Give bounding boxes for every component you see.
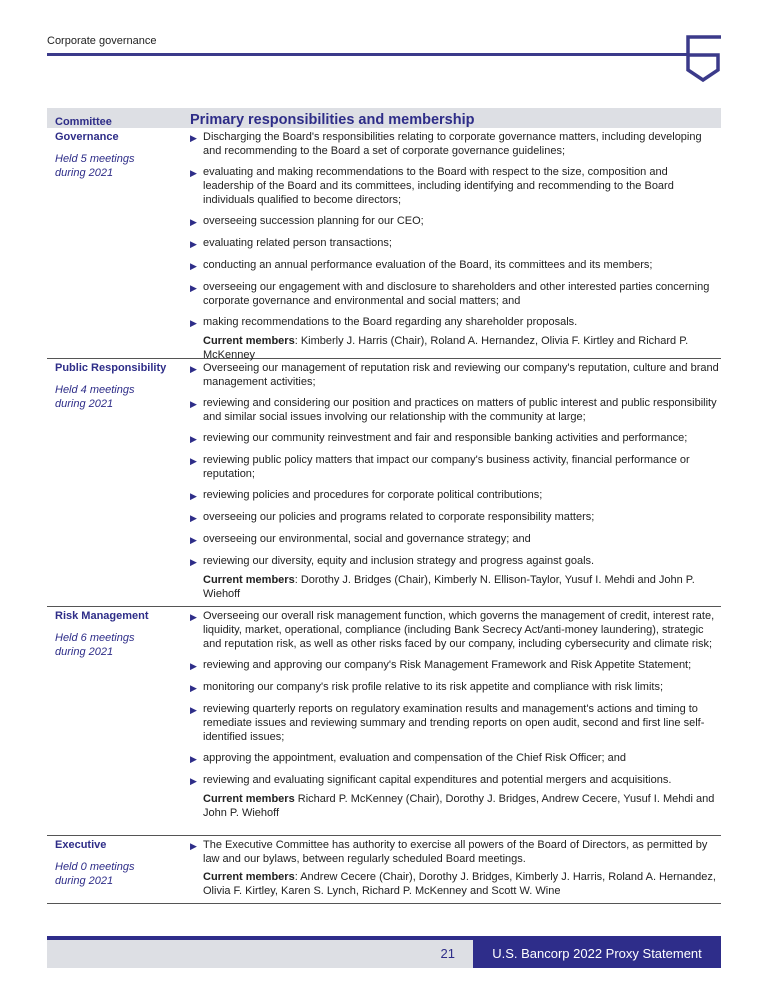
responsibilities-cell <box>190 130 721 361</box>
arrow-bullet-icon: ▶ <box>190 705 197 715</box>
committee-name: Governance <box>55 131 119 143</box>
committee-row <box>47 359 721 607</box>
arrow-bullet-icon: ▶ <box>190 434 197 444</box>
responsibility-text: Overseeing our management of reputation risk and reviewing our company's reputation, culture and brand management activities; <box>203 362 719 388</box>
arrow-bullet-icon: ▶ <box>190 318 197 328</box>
arrow-bullet-icon: ▶ <box>190 491 197 501</box>
responsibility-item <box>190 280 721 308</box>
responsibility-text: reviewing policies and procedures for corporate political contributions; <box>203 489 543 501</box>
current-members <box>190 792 721 820</box>
arrow-bullet-icon: ▶ <box>190 776 197 786</box>
arrow-bullet-icon: ▶ <box>190 841 197 851</box>
arrow-bullet-icon: ▶ <box>190 168 197 178</box>
committee-table <box>47 108 721 904</box>
arrow-bullet-icon: ▶ <box>190 612 197 622</box>
responsibility-item <box>190 165 721 207</box>
meetings-held: Held 6 meetings during 2021 <box>55 632 135 658</box>
responsibility-text: Discharging the Board's responsibilities relating to corporate governance matters, including developing and recommending to the Board a set of corporate governance guidelines; <box>203 131 702 157</box>
current-members <box>190 870 721 898</box>
responsibility-item <box>190 658 721 673</box>
meetings-held: Held 0 meetings during 2021 <box>55 861 135 887</box>
responsibility-text: The Executive Committee has authority to exercise all powers of the Board of Directors, as permitted by law and our bylaws, between regularly scheduled Board meetings. <box>203 839 708 865</box>
responsibility-item <box>190 554 721 569</box>
responsibility-item <box>190 130 721 158</box>
page-number: 21 <box>440 946 455 961</box>
responsibility-text: evaluating and making recommendations to the Board with respect to the size, composition and leadership of the Board and its committees, including identifying and recommending to the Board individuals qualified to become directors; <box>203 166 674 206</box>
responsibility-text: reviewing public policy matters that impact our company's business activity, financial performance or reputation; <box>203 454 690 480</box>
responsibility-item <box>190 751 721 766</box>
members-list: : Kimberly J. Harris (Chair), Roland A. Hernandez, Olivia F. Kirtley and Richard P. McKenney <box>203 335 689 361</box>
responsibility-item <box>190 510 721 525</box>
committee-cell <box>47 130 190 358</box>
arrow-bullet-icon: ▶ <box>190 217 197 227</box>
footer-grey <box>47 940 473 968</box>
members-list: Richard P. McKenney (Chair), Dorothy J. Bridges, Andrew Cecere, Yusuf I. Mehdi and John P. Wiehoff <box>203 793 715 819</box>
responsibility-text: overseeing our engagement with and disclosure to shareholders and other interested parties concerning corporate governance and environmental and social matters; and <box>203 281 710 307</box>
members-label: Current members <box>203 871 295 883</box>
responsibility-item <box>190 838 721 866</box>
responsibility-text: reviewing our community reinvestment and fair and responsible banking activities and performance; <box>203 432 688 444</box>
responsibility-text: Overseeing our overall risk management function, which governs the management of credit, interest rate, liquidity, market, operational, compliance (including Bank Secrecy Act/anti-money laundering), strategic and reputation risk, as well as other risks faced by our company, including cybersecurity and climate risk; <box>203 610 715 650</box>
responsibility-item <box>190 532 721 547</box>
table-header <box>47 108 721 128</box>
responsibility-item <box>190 361 721 389</box>
arrow-bullet-icon: ▶ <box>190 283 197 293</box>
responsibility-text: reviewing and approving our company's Risk Management Framework and Risk Appetite Statement; <box>203 659 692 671</box>
responsibility-text: monitoring our company's risk profile relative to its risk appetite and compliance with risk limits; <box>203 681 663 693</box>
arrow-bullet-icon: ▶ <box>190 661 197 671</box>
current-members <box>190 334 721 362</box>
members-list: : Dorothy J. Bridges (Chair), Kimberly N. Ellison-Taylor, Yusuf I. Mehdi and John P. Wiehoff <box>203 574 695 600</box>
responsibilities-cell <box>190 361 721 606</box>
arrow-bullet-icon: ▶ <box>190 239 197 249</box>
responsibility-item <box>190 236 721 251</box>
meetings-held: Held 4 meetings during 2021 <box>55 384 135 410</box>
arrow-bullet-icon: ▶ <box>190 133 197 143</box>
arrow-bullet-icon: ▶ <box>190 261 197 271</box>
running-header: Corporate governance <box>47 35 157 47</box>
committee-row <box>47 836 721 904</box>
arrow-bullet-icon: ▶ <box>190 513 197 523</box>
committee-cell <box>47 838 190 900</box>
header-committee: Committee <box>55 116 112 128</box>
header-responsibilities: Primary responsibilities and membership <box>190 112 475 128</box>
responsibility-text: reviewing and evaluating significant capital expenditures and potential mergers and acquisitions. <box>203 774 672 786</box>
responsibilities-cell <box>190 838 721 900</box>
responsibility-text: overseeing our policies and programs related to corporate responsibility matters; <box>203 511 595 523</box>
committee-row <box>47 128 721 359</box>
members-label: Current members <box>203 335 295 347</box>
footer <box>47 936 721 968</box>
members-label: Current members <box>203 793 295 805</box>
responsibility-item <box>190 315 721 330</box>
responsibility-item <box>190 773 721 788</box>
meetings-held: Held 5 meetings during 2021 <box>55 153 135 179</box>
header-rule <box>47 53 687 56</box>
committee-name: Risk Management <box>55 610 149 622</box>
responsibility-text: overseeing succession planning for our CEO; <box>203 215 424 227</box>
current-members <box>190 573 721 601</box>
responsibility-item <box>190 680 721 695</box>
responsibility-text: making recommendations to the Board regarding any shareholder proposals. <box>203 316 578 328</box>
responsibility-item <box>190 488 721 503</box>
arrow-bullet-icon: ▶ <box>190 535 197 545</box>
responsibility-text: approving the appointment, evaluation and compensation of the Chief Risk Officer; and <box>203 752 626 764</box>
committee-row <box>47 607 721 836</box>
shield-logo-icon <box>683 35 723 95</box>
members-list: : Andrew Cecere (Chair), Dorothy J. Bridges, Kimberly J. Harris, Roland A. Hernandez, Olivia F. Kirtley, Karen S. Lynch, Richard P. McKenney and Scott W. Wine <box>203 871 716 897</box>
responsibility-item <box>190 609 721 651</box>
committee-cell <box>47 609 190 835</box>
responsibility-text: reviewing our diversity, equity and inclusion strategy and progress against goals. <box>203 555 595 567</box>
committee-name: Executive <box>55 839 107 851</box>
committee-cell <box>47 361 190 606</box>
responsibility-item <box>190 396 721 424</box>
responsibility-text: evaluating related person transactions; <box>203 237 392 249</box>
responsibility-item <box>190 258 721 273</box>
arrow-bullet-icon: ▶ <box>190 754 197 764</box>
responsibility-item <box>190 702 721 744</box>
arrow-bullet-icon: ▶ <box>190 557 197 567</box>
responsibility-text: conducting an annual performance evaluation of the Board, its committees and its members; <box>203 259 653 271</box>
footer-title: U.S. Bancorp 2022 Proxy Statement <box>473 936 721 968</box>
arrow-bullet-icon: ▶ <box>190 456 197 466</box>
responsibility-item <box>190 214 721 229</box>
responsibilities-cell <box>190 609 721 835</box>
members-label: Current members <box>203 574 295 586</box>
responsibility-item <box>190 453 721 481</box>
committee-name: Public Responsibility <box>55 362 167 374</box>
arrow-bullet-icon: ▶ <box>190 364 197 374</box>
responsibility-item <box>190 431 721 446</box>
arrow-bullet-icon: ▶ <box>190 399 197 409</box>
responsibility-text: reviewing and considering our position and practices on matters of public interest and public responsibility and similar social issues involving our relationship with the community at large; <box>203 397 717 423</box>
responsibility-text: reviewing quarterly reports on regulatory examination results and management's actions and timing to remediate issues and reviewing summary and trending reports on open audit, second and first line self-identified issues; <box>203 703 705 743</box>
arrow-bullet-icon: ▶ <box>190 683 197 693</box>
responsibility-text: overseeing our environmental, social and governance strategy; and <box>203 533 531 545</box>
